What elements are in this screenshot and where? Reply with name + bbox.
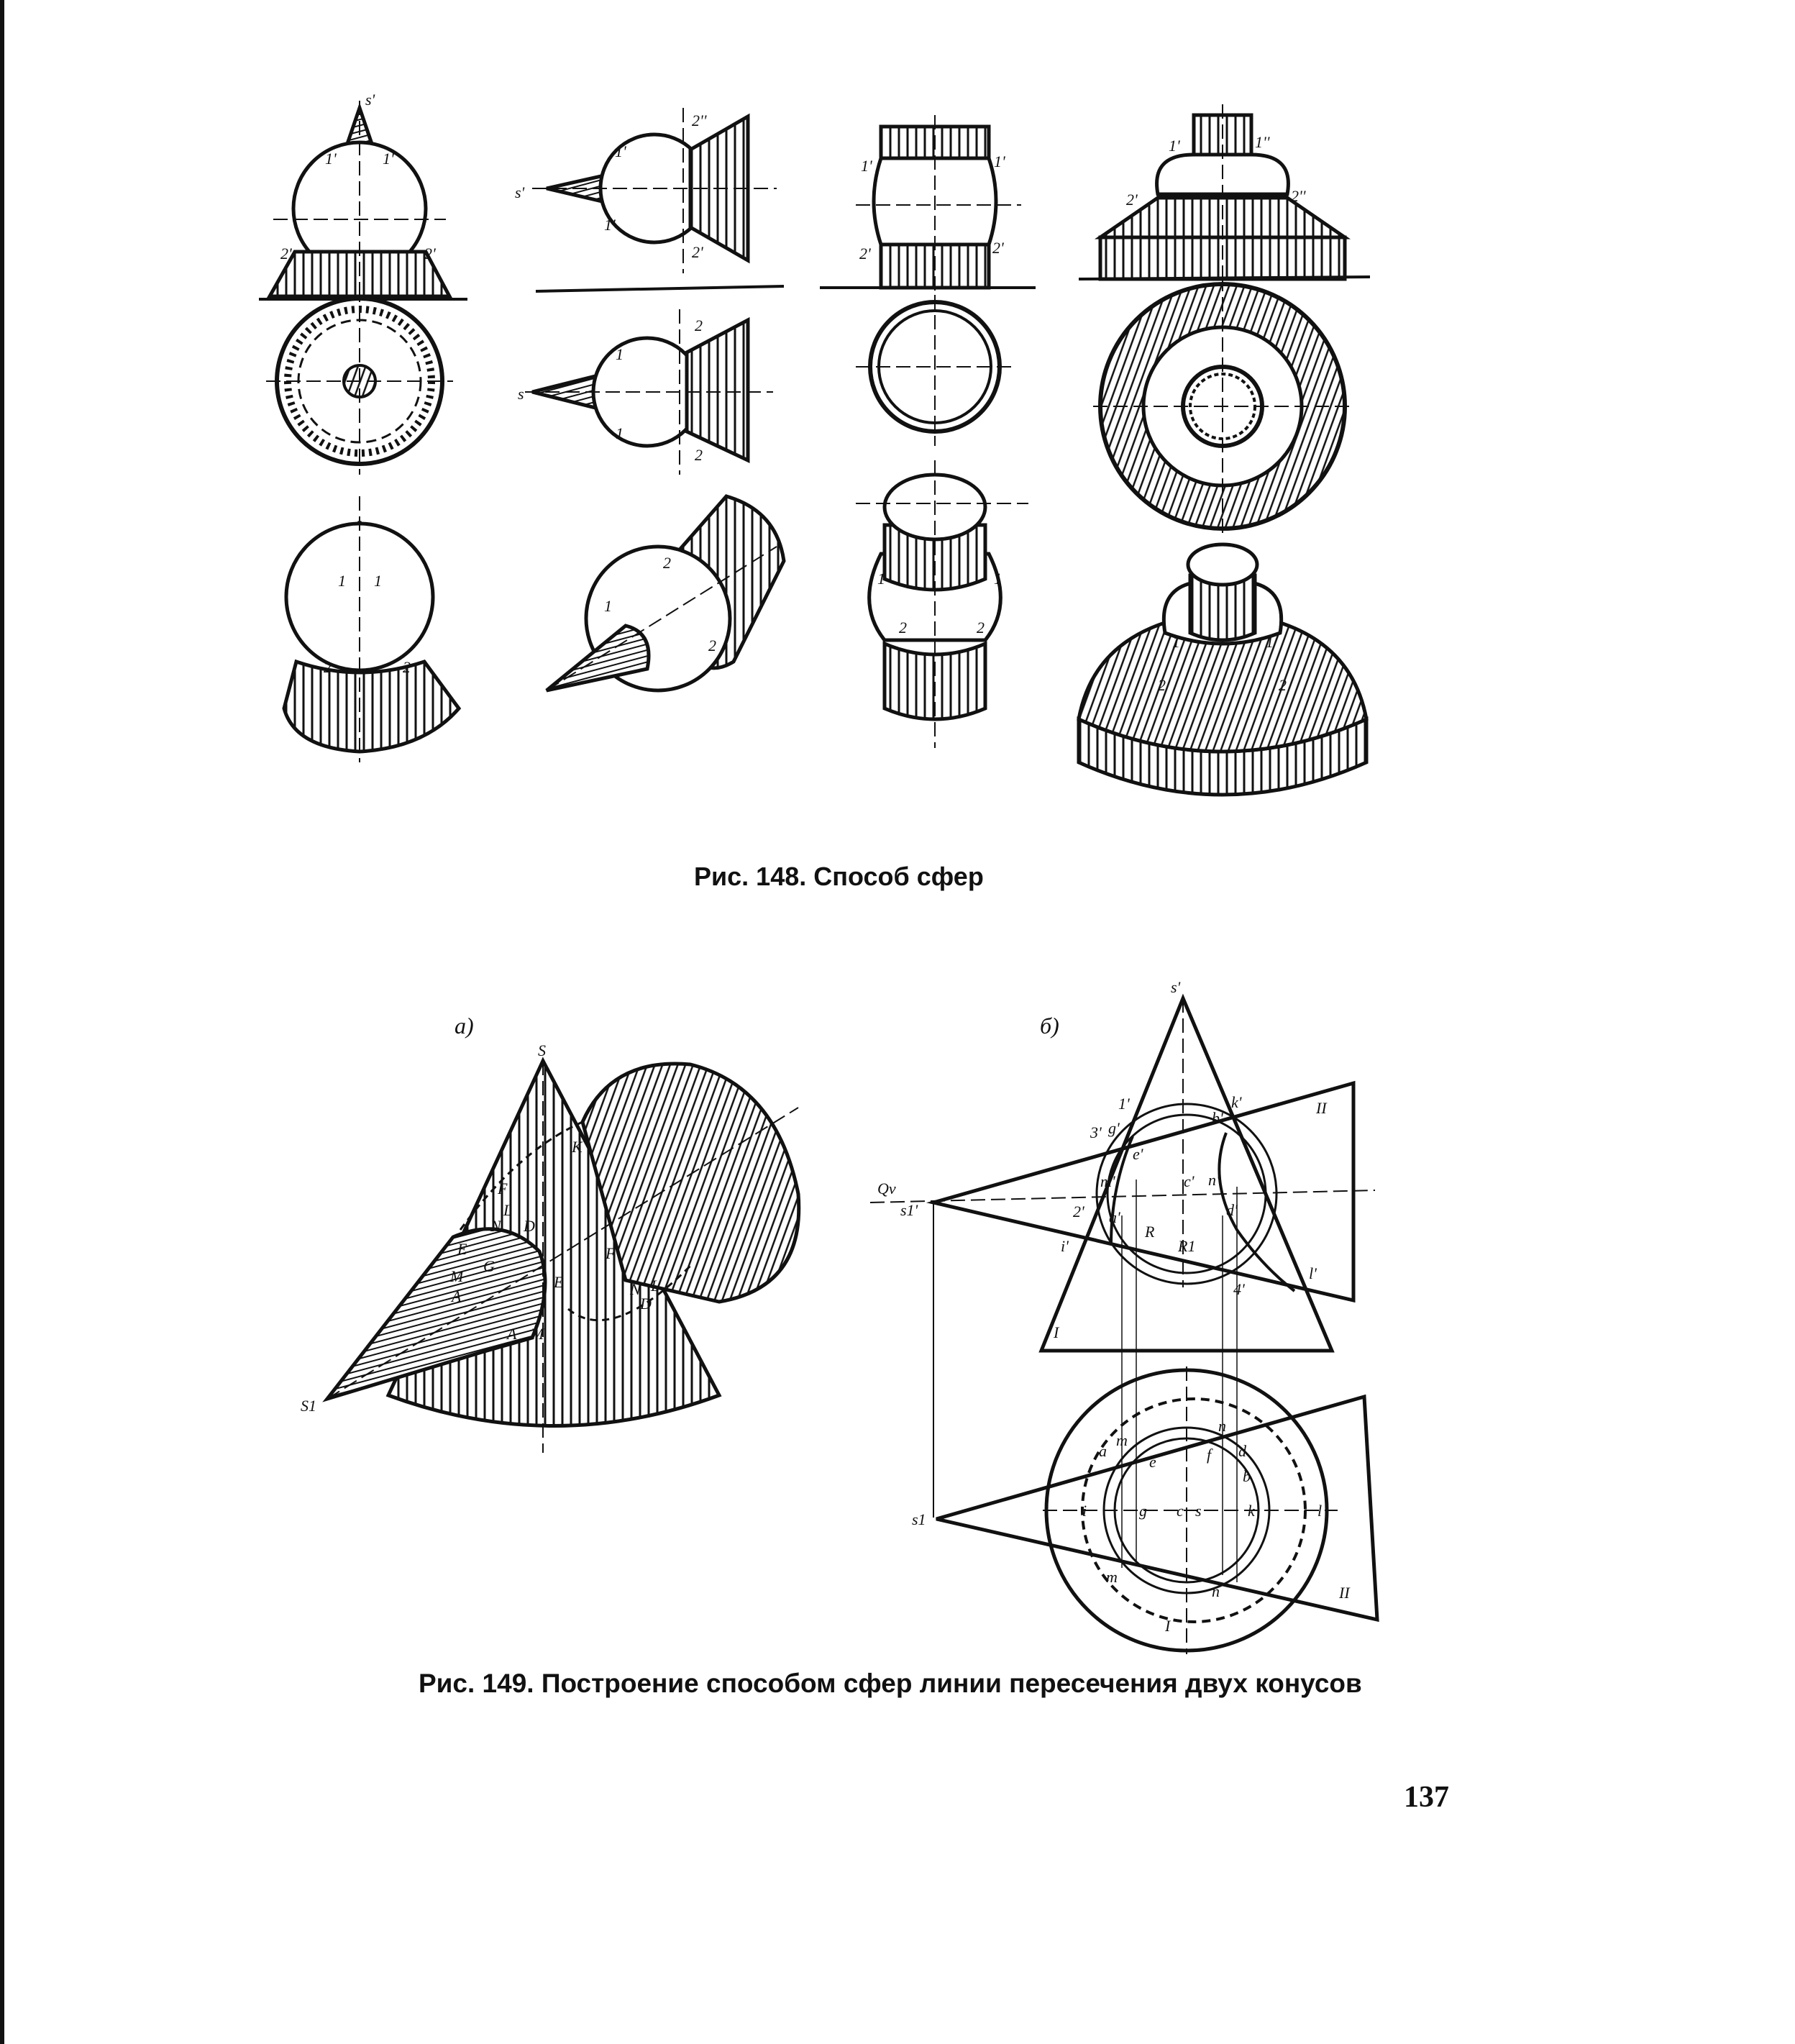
- svg-text:II: II: [1339, 1584, 1350, 1602]
- svg-text:1': 1': [861, 157, 872, 175]
- svg-text:K: K: [572, 1138, 583, 1156]
- svg-text:E: E: [457, 1240, 467, 1258]
- svg-text:2'': 2'': [1291, 187, 1306, 205]
- svg-text:M: M: [531, 1325, 544, 1343]
- svg-text:e: e: [1149, 1453, 1156, 1471]
- svg-text:L: L: [651, 1277, 660, 1295]
- fig148-col2-front: [532, 108, 784, 291]
- svg-text:R: R: [1145, 1223, 1155, 1241]
- fig148-col3-iso: [856, 460, 1028, 748]
- svg-text:2: 2: [977, 619, 985, 637]
- svg-text:d: d: [1238, 1442, 1246, 1460]
- svg-text:2'': 2'': [692, 111, 707, 129]
- page-number: 137: [1404, 1781, 1449, 1814]
- svg-text:N: N: [490, 1217, 501, 1235]
- svg-text:b: b: [1243, 1467, 1251, 1485]
- fig148-col4-top: [1093, 277, 1352, 536]
- svg-text:1: 1: [616, 345, 624, 363]
- svg-text:s: s: [1195, 1502, 1202, 1520]
- svg-text:1': 1': [1118, 1095, 1130, 1113]
- svg-text:Qv: Qv: [877, 1180, 896, 1197]
- fig148-col1-top: [266, 288, 453, 475]
- svg-text:L: L: [503, 1201, 513, 1219]
- svg-text:1': 1': [604, 216, 616, 234]
- svg-text:1: 1: [616, 424, 624, 442]
- svg-text:S1: S1: [301, 1397, 316, 1415]
- svg-text:g: g: [1139, 1502, 1147, 1520]
- fig148-col4-iso: [1079, 544, 1366, 795]
- svg-text:n: n: [1218, 1417, 1226, 1435]
- svg-text:II: II: [1316, 1099, 1327, 1117]
- svg-text:2: 2: [695, 446, 703, 464]
- svg-text:1': 1': [325, 150, 337, 168]
- svg-text:1': 1': [615, 142, 626, 160]
- svg-text:2: 2: [403, 658, 411, 676]
- svg-text:1: 1: [1266, 633, 1274, 651]
- fig148-col2-iso: [547, 496, 784, 690]
- svg-text:g': g': [1108, 1119, 1120, 1137]
- svg-text:R1: R1: [1178, 1237, 1196, 1255]
- svg-text:k: k: [1248, 1502, 1255, 1520]
- svg-text:1: 1: [877, 570, 885, 588]
- svg-text:4': 4': [1233, 1280, 1245, 1298]
- svg-text:2': 2': [992, 239, 1004, 257]
- svg-text:1'': 1'': [1255, 133, 1270, 151]
- svg-text:2: 2: [1279, 676, 1287, 694]
- svg-text:2': 2': [692, 243, 703, 261]
- svg-text:e': e': [1133, 1145, 1143, 1163]
- svg-text:2: 2: [695, 316, 703, 334]
- svg-text:2': 2': [1126, 191, 1138, 209]
- svg-text:2: 2: [324, 658, 332, 676]
- label-s-prime: s': [365, 91, 375, 109]
- svg-text:d': d': [1226, 1201, 1238, 1219]
- fig149-panel-b-label: б): [1040, 1013, 1059, 1039]
- fig149a-drawing: [327, 1061, 799, 1453]
- svg-text:b': b': [1212, 1109, 1223, 1127]
- svg-text:a: a: [1099, 1442, 1107, 1460]
- svg-text:F: F: [606, 1244, 616, 1262]
- svg-text:A: A: [507, 1325, 517, 1343]
- fig149-panel-a-label: а): [455, 1013, 474, 1039]
- svg-text:N: N: [630, 1280, 641, 1298]
- svg-text:D: D: [524, 1217, 535, 1235]
- svg-text:F: F: [498, 1180, 508, 1197]
- svg-text:2: 2: [708, 637, 716, 654]
- svg-text:k': k': [1231, 1093, 1242, 1111]
- svg-text:a': a': [1109, 1208, 1120, 1226]
- svg-text:2: 2: [1158, 676, 1166, 694]
- svg-text:m: m: [1106, 1568, 1118, 1586]
- svg-text:i': i': [1061, 1237, 1069, 1255]
- svg-text:m': m': [1100, 1172, 1115, 1190]
- svg-text:l: l: [1317, 1502, 1323, 1520]
- svg-text:S: S: [538, 1041, 546, 1059]
- svg-text:s': s': [1171, 978, 1181, 996]
- svg-text:s1: s1: [912, 1510, 926, 1528]
- svg-text:I: I: [1054, 1323, 1059, 1341]
- svg-text:2': 2': [280, 245, 292, 263]
- fig148-caption: Рис. 148. Способ сфер: [694, 862, 984, 891]
- svg-text:l': l': [1309, 1264, 1317, 1282]
- fig148-col2-top: [525, 309, 773, 475]
- fig148-col1-front: [259, 101, 467, 302]
- svg-text:I: I: [1165, 1617, 1171, 1635]
- svg-text:n': n': [1208, 1171, 1220, 1189]
- svg-text:i: i: [1082, 1502, 1087, 1520]
- svg-text:2': 2': [1073, 1203, 1084, 1221]
- fig149-caption: Рис. 149. Построение способом сфер линии пересечения двух конусов: [419, 1669, 1362, 1698]
- fig148-col4-front: [1079, 104, 1370, 288]
- svg-text:f: f: [1207, 1446, 1212, 1464]
- fig148-col3-front: [820, 115, 1036, 302]
- svg-text:1: 1: [1172, 633, 1180, 651]
- svg-text:2: 2: [899, 619, 907, 637]
- svg-text:s': s': [515, 183, 525, 201]
- svg-text:m: m: [1116, 1431, 1128, 1449]
- svg-text:1: 1: [604, 597, 612, 615]
- svg-text:s1': s1': [900, 1201, 918, 1219]
- svg-text:1: 1: [994, 570, 1002, 588]
- svg-text:D: D: [640, 1295, 652, 1313]
- svg-text:1: 1: [338, 572, 346, 590]
- svg-text:M: M: [450, 1267, 464, 1285]
- svg-text:E: E: [554, 1273, 564, 1291]
- svg-text:c': c': [1184, 1172, 1195, 1190]
- svg-text:1': 1': [383, 150, 394, 168]
- svg-text:3': 3': [1090, 1123, 1102, 1141]
- svg-text:G: G: [483, 1257, 495, 1275]
- svg-text:1': 1': [1169, 137, 1180, 155]
- svg-text:A: A: [452, 1287, 462, 1305]
- svg-text:2': 2': [859, 245, 871, 263]
- svg-text:2: 2: [663, 554, 671, 572]
- svg-text:1: 1: [374, 572, 382, 590]
- svg-text:s: s: [518, 385, 524, 403]
- svg-text:1': 1': [994, 152, 1005, 170]
- fig148-col1-iso: [284, 496, 459, 762]
- svg-text:n: n: [1212, 1582, 1220, 1600]
- svg-text:c: c: [1177, 1502, 1184, 1520]
- svg-text:2': 2': [424, 245, 436, 263]
- fig148-col3-top: [856, 295, 1014, 446]
